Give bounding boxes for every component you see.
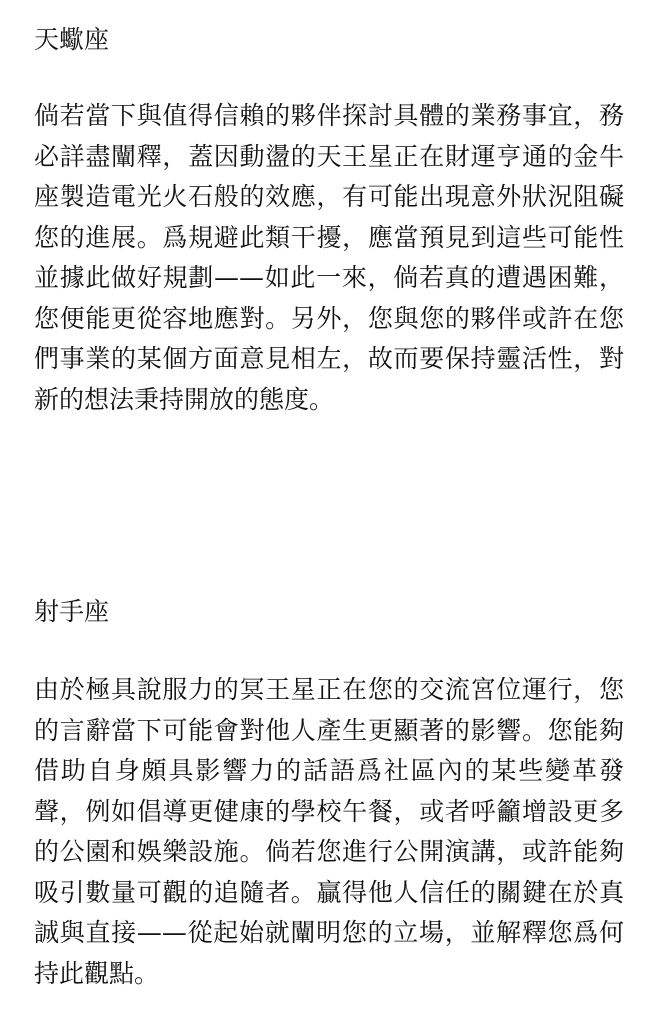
sign-title-sagittarius: 射手座	[34, 597, 110, 626]
sign-body-scorpio: 倘若當下與值得信賴的夥伴探討具體的業務事宜，務必詳盡闡釋，蓋因動盪的天王星正在財運亨通的金牛座製造電光火石般的效應，有可能出現意外狀況阻礙您的進展。爲規避此類干擾，應當預見到這些可能性並據此做好規劃——如此一來，倘若真的遭遇困難，您便能更從容地應對。另外，您與您的夥伴或許在您們事業的某個方面意見相左，故而要保持靈活性，對新的想法秉持開放的態度。	[34, 101, 624, 414]
sign-title-scorpio: 天蠍座	[34, 25, 110, 54]
sign-body-sagittarius: 由於極具說服力的冥王星正在您的交流宮位運行，您的言辭當下可能會對他人產生更顯著的影響。您能夠借助自身頗具影響力的話語爲社區內的某些變革發聲，例如倡導更健康的學校午餐，或者呼籲增設更多的公園和娛樂設施。倘若您進行公開演講，或許能夠吸引數量可觀的追隨者。贏得他人信任的關鍵在於真誠與直接——從起始就闡明您的立場，並解釋您爲何持此觀點。	[34, 675, 624, 988]
